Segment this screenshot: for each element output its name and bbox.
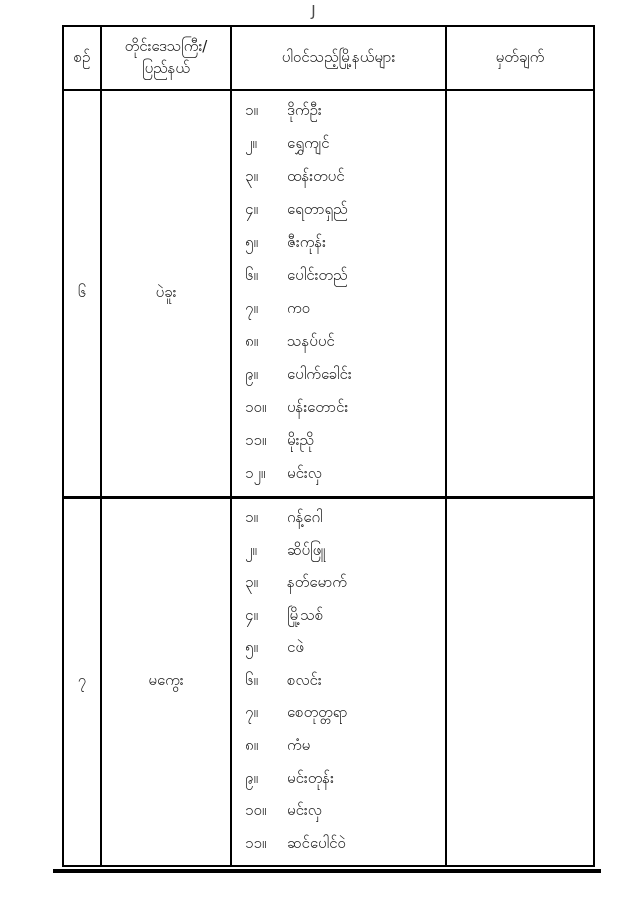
township-name: ရွှေကျင် (287, 133, 330, 152)
row-region: မကွေး (148, 671, 184, 689)
township-line (245, 332, 445, 354)
row-serial-cell (63, 498, 101, 867)
township-name: ဒိုက်ဦး (287, 100, 322, 119)
header-region-line1: တိုင်းဒေသကြီး/ (124, 37, 208, 56)
township-line (245, 736, 445, 758)
township-number: ၂။ (245, 540, 257, 559)
township-line (245, 638, 445, 660)
township-number: ၄။ (245, 199, 258, 218)
township-list (232, 499, 445, 865)
township-number: ၇။ (245, 299, 258, 317)
township-name: သနပ်ပင် (287, 332, 335, 351)
township-name: နတ်မောက် (287, 573, 347, 592)
township-line (245, 167, 445, 189)
bottom-rule (53, 869, 601, 873)
township-name: စလင်း (287, 670, 322, 689)
row-serial: ၆ (77, 282, 87, 301)
row-townships-cell (231, 498, 446, 867)
header-serial: စဉ် (63, 26, 101, 90)
township-list (232, 91, 445, 496)
township-name: မင်းတုန်း (287, 768, 334, 787)
header-region-line2: ပြည်နယ် (142, 59, 190, 77)
row-townships-cell (231, 90, 446, 498)
township-name: မြို့သစ် (287, 605, 324, 624)
township-name: ပန်းတောင်း (287, 398, 349, 417)
row-serial-cell (63, 90, 101, 498)
township-line (245, 365, 445, 387)
township-number: ၆။ (245, 265, 258, 284)
township-line (245, 233, 445, 255)
township-line (245, 769, 445, 791)
row-region: ပဲခူး (155, 282, 177, 301)
township-line (245, 671, 445, 693)
township-number: ၃။ (245, 166, 258, 185)
township-number: ၈။ (245, 332, 259, 351)
header-region (101, 26, 231, 90)
township-line (245, 464, 445, 486)
township-number: ၁၀။ (245, 398, 267, 417)
township-name: ပေါက်ခေါင်း (287, 365, 352, 384)
township-number: ၇။ (245, 703, 258, 722)
table-body (63, 90, 594, 866)
township-line (245, 541, 445, 563)
township-line (245, 200, 445, 222)
township-line (245, 834, 445, 856)
page-corner-mark: J (311, 2, 317, 20)
township-line (245, 606, 445, 628)
township-line (245, 573, 445, 595)
township-line (245, 299, 445, 321)
township-number: ၃။ (245, 573, 258, 592)
township-line (245, 101, 445, 123)
township-name: မိုးညို (287, 431, 314, 450)
township-number: ၁။ (245, 508, 258, 527)
township-number: ၁၁။ (245, 431, 267, 450)
township-number: ၅။ (245, 232, 258, 251)
township-name: ပေါင်းတည် (287, 265, 348, 284)
township-number: ၉။ (245, 365, 258, 384)
township-number: ၂။ (245, 133, 257, 152)
township-number: ၅။ (245, 638, 258, 657)
township-number: ၆။ (245, 670, 258, 689)
township-line (245, 398, 445, 420)
table-row (63, 498, 594, 867)
township-name: ငဖဲ (287, 638, 304, 657)
township-line (245, 508, 445, 530)
township-number: ၁၀။ (245, 801, 267, 820)
township-name: မင်းလှ (287, 464, 322, 483)
township-number: ၁၁။ (245, 833, 267, 852)
header-townships: ပါဝင်သည့်မြို့နယ်များ (231, 26, 446, 90)
township-line (245, 703, 445, 725)
row-region-cell (101, 90, 231, 498)
row-serial: ၇ (77, 671, 87, 689)
row-region-cell (101, 498, 231, 867)
table-row (63, 90, 594, 498)
township-line (245, 431, 445, 453)
row-remark-cell (446, 90, 594, 498)
township-number: ၄။ (245, 605, 258, 624)
region-township-table (62, 25, 595, 867)
township-name: ကဝ (287, 299, 311, 317)
header-remark: မှတ်ချက် (446, 26, 594, 90)
township-name: ရေတာရှည် (287, 199, 348, 218)
township-number: ၈။ (245, 735, 259, 754)
township-name: ဂန့်ဂေါ (287, 508, 323, 527)
township-line (245, 134, 445, 156)
township-name: မင်းလှ (287, 801, 322, 820)
township-name: ထန်းတပင် (287, 166, 345, 185)
township-number: ၉။ (245, 768, 258, 787)
township-number: ၁။ (245, 100, 258, 119)
row-remark-cell (446, 498, 594, 867)
township-line (245, 266, 445, 288)
township-name: ဇီးကုန်း (287, 232, 326, 251)
township-number: ၁၂။ (245, 464, 266, 483)
township-name: ဆိပ်ဖြူ (287, 540, 326, 559)
township-name: စေတုတ္တရာ (287, 703, 348, 722)
township-name: ဆင်ပေါင်ဝဲ (287, 833, 346, 852)
township-line (245, 801, 445, 823)
table-header (63, 26, 594, 90)
township-name: ကံမ (287, 735, 311, 754)
